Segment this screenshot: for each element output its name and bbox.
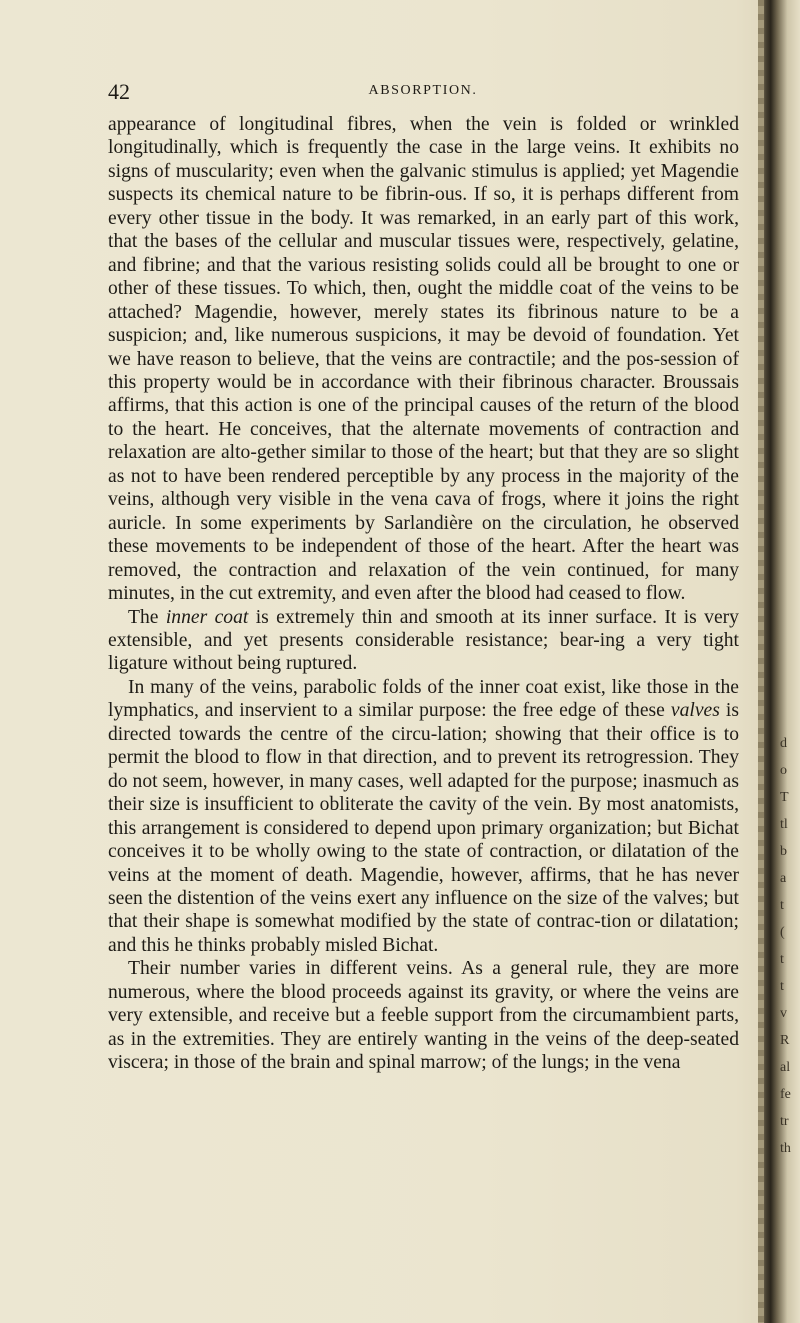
italic-term: valves [670, 700, 720, 722]
bleed-fragment: t [780, 952, 784, 967]
bleed-fragment: R [780, 1033, 790, 1048]
bleed-fragment: t [780, 898, 784, 913]
paragraph-middle-coat [108, 113, 739, 606]
running-head [108, 79, 758, 103]
paragraph-text: is directed towards the centre of the circu-lation; showing that their office is to permit the blood to flow in that direction, and to prevent its retrogression. They do not seem, however, in many cases, well adapted for the purpose; inasmuch as their size is insufficient to obliterate the cavity of the vein. By most anatomists, this arrangement is considered to depend upon primary organization; but Bichat conceives it to be wholly owing to the state of contraction, or dilatation of the veins at the moment of death. Magendie, however, affirms, that he has never seen the distention of the veins exert any influence on the size of the valves; but that their shape is somewhat modified by the state of contrac-tion or dilatation; and this he thinks probably misled Bichat. [108, 700, 740, 956]
bleed-fragment: al [780, 1060, 791, 1075]
paragraph-valve-number [108, 957, 739, 1074]
book-gutter [758, 0, 800, 1323]
paragraph-text: appearance of longitudinal fibres, when the vein is folded or wrinkled longitudinally, which is frequently the case in the large veins. It exhibits no signs of muscularity; even when the galvanic stimulus is applied; yet Magendie suspects its chemical nature to be fibrin-ous. If so, it is perhaps different from every other tissue in the body. It was remarked, in an early part of this work, that the bases of the cellular and muscular tissues were, respectively, gelatine, and fibrine; and that the various resisting solids could all be brought to one or other of these tissues. To which, then, ought the middle coat of the veins to be attached? Magendie, however, merely states its fibrinous nature to be a suspicion; and, like numerous suspicions, it may be devoid of foundation. Yet we have reason to believe, that the veins are contractile; and the pos-session of this property would be in accordance with their fibrinous character. Broussais affirms, that this action is one of the principal causes of the return of the blood to the heart. He conceives, that the alternate movements of contraction and relaxation are alto-gether similar to those of the heart; but that they are so slight as not to have been rendered perceptible by any process in the majority of the veins, although very visible in the vena cava of frogs, where it joins the right auricle. In some experiments by Sarlandière on the circulation, he observed these movements to be independent of those of the heart. After the heart was removed, the contraction and relaxation of the vein continued, for many minutes, in the cut extremity, and even after the blood had ceased to flow. [108, 114, 739, 605]
bleed-fragment: d [780, 736, 787, 751]
paragraph-text: Their number varies in different veins. As a general rule, they are more numerous, where the blood proceeds against its gravity, or where the veins are very extensible, and receive but a feeble support from the circumambient parts, as in the extremities. They are entirely wanting in the veins of the deep-seated viscera; in those of the brain and spinal marrow; of the lungs; in the vena [108, 958, 739, 1074]
bleed-fragment: o [780, 763, 787, 778]
page-number: 42 [108, 79, 130, 104]
body-text [108, 113, 739, 1075]
paragraph-text: is extremely thin and smooth at its inner surface. It is very extensible, and yet presents considerable resistance; bear-ing a very tight ligature without being ruptured. [108, 606, 739, 675]
bleed-fragment: fe [780, 1087, 791, 1102]
bleed-fragment: t [780, 979, 784, 994]
bleed-fragment: tl [780, 817, 788, 832]
bleed-fragment: b [780, 844, 787, 859]
page-edge [758, 0, 764, 1323]
facing-page-bleed [780, 730, 800, 1162]
bleed-fragment: v [780, 1006, 787, 1021]
paragraph-valves [108, 676, 739, 957]
bleed-fragment: a [780, 871, 787, 886]
bleed-fragment: th [780, 1141, 791, 1156]
bleed-fragment: ( [780, 925, 785, 940]
italic-term: inner coat [165, 606, 249, 628]
paragraph-text: In many of the veins, parabolic folds of the inner coat exist, like those in the lymphatics, and inservient to a similar purpose: the free edge of these [108, 676, 739, 722]
bleed-fragment: T [780, 790, 789, 805]
bleed-fragment: tr [780, 1114, 789, 1129]
paragraph-inner-coat [108, 606, 739, 676]
paragraph-text: The [128, 606, 166, 628]
running-title: ABSORPTION. [368, 83, 478, 98]
